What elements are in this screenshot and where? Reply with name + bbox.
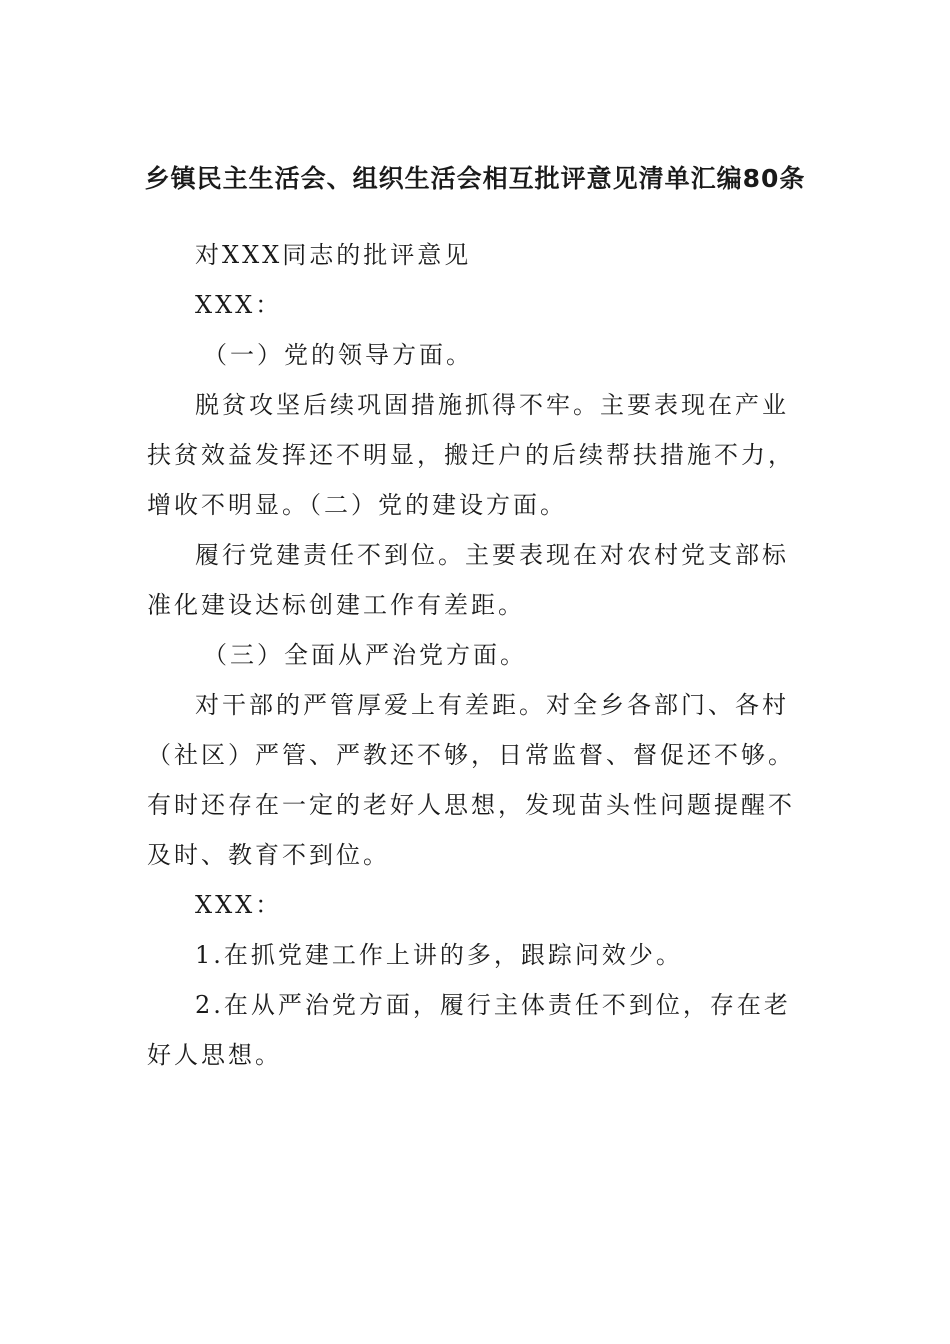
paragraph-addressee: XXX：: [195, 891, 283, 919]
paragraph-item: 1.在抓党建工作上讲的多，跟踪问效少。: [195, 941, 683, 969]
paragraph-item: 对干部的严管厚爱上有差距。对全乡各部门、各村（社区）严管、严教还不够，日常监督、督促还不够。有时还存在一定的老好人思想，发现苗头性问题提醒不及时、教育不到位。: [147, 691, 795, 869]
document-body: [147, 230, 807, 1080]
paragraph-section-3: （三）全面从严治党方面。: [203, 641, 527, 669]
paragraph-section-1: （一）党的领导方面。: [203, 341, 473, 369]
paragraph-heading: 对XXX同志的批评意见: [195, 241, 472, 269]
document-title: 乡镇民主生活会、组织生活会相互批评意见清单汇编80条: [144, 164, 806, 193]
paragraph-item: 2.在从严治党方面，履行主体责任不到位，存在老好人思想。: [147, 991, 791, 1069]
paragraph-addressee: XXX：: [195, 291, 283, 319]
paragraph-item: 脱贫攻坚后续巩固措施抓得不牢。主要表现在产业扶贫效益发挥还不明显，搬迁户的后续帮扶措施不力，增收不明显。（二）党的建设方面。: [147, 391, 795, 519]
paragraph-item: 履行党建责任不到位。主要表现在对农村党支部标准化建设达标创建工作有差距。: [147, 541, 789, 619]
